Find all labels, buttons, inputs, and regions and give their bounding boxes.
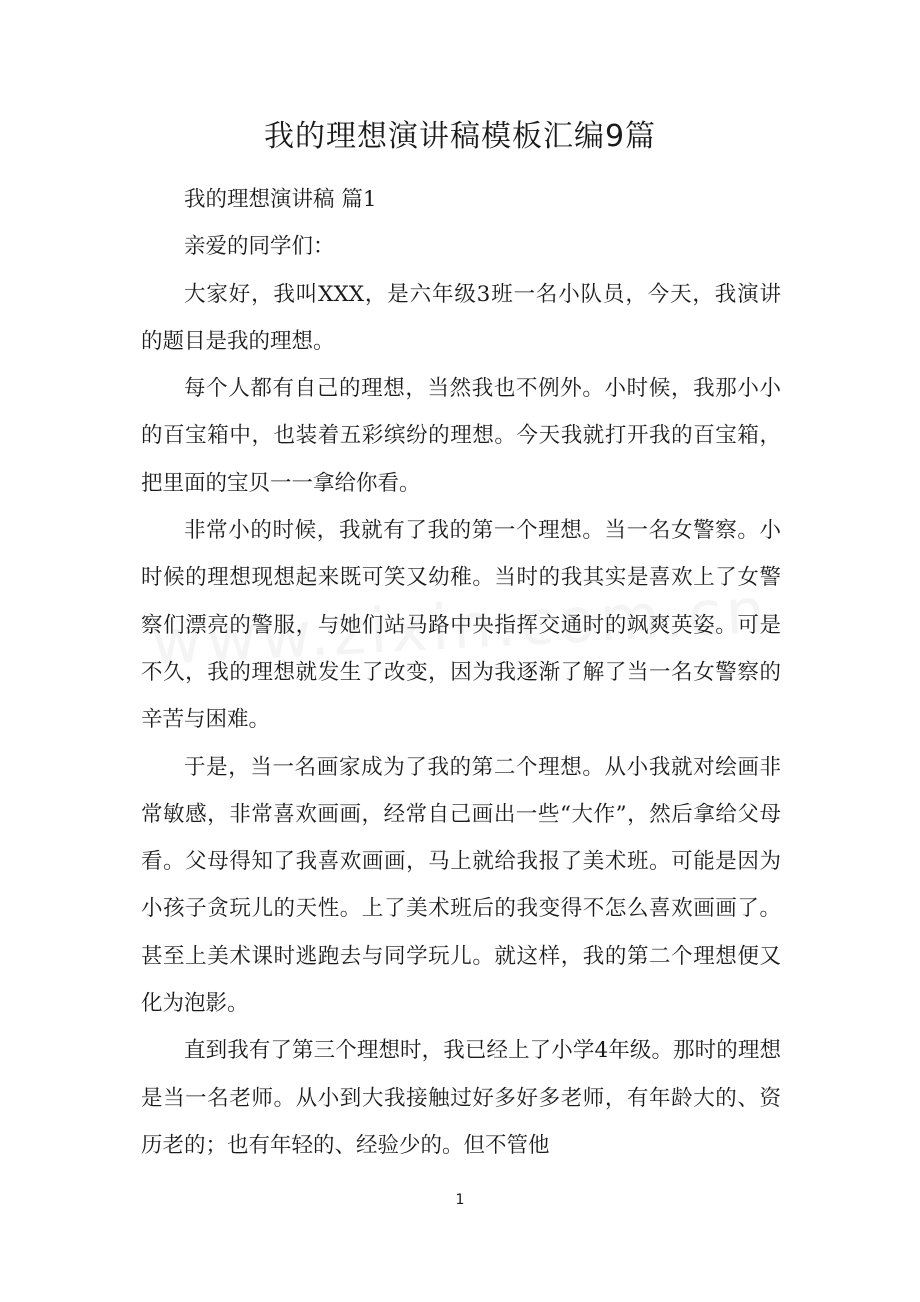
page-number: 1 xyxy=(455,1192,465,1208)
paragraph: 非常小的时候，我就有了我的第一个理想。当一名女警察。小时候的理想现想起来既可笑又幼稚。当时的我其实是喜欢上了女警察们漂亮的警服，与她们站马路中央指挥交通时的飒爽英姿。可是不久，我的理想就发生了改变，因为我逐渐了解了当一名女警察的辛苦与困难。 xyxy=(141,518,781,733)
paragraph: 每个人都有自己的理想，当然我也不例外。小时候，我那小小的百宝箱中，也装着五彩缤纷的理想。今天我就打开我的百宝箱，把里面的宝贝一一拿给你看。 xyxy=(141,376,781,496)
paragraph: 大家好，我叫XXX，是六年级3班一名小队员，今天，我演讲的题目是我的理想。 xyxy=(141,281,781,354)
document-body xyxy=(141,176,781,1169)
paragraph-heading: 我的理想演讲稿 篇1 xyxy=(184,187,377,212)
paragraph: 于是，当一名画家成为了我的第二个理想。从小我就对绘画非常敏感，非常喜欢画画，经常自己画出一些“大作”，然后拿给父母看。父母得知了我喜欢画画，马上就给我报了美术班。可能是因为小孩子贪玩儿的天性。上了美术班后的我变得不怎么喜欢画画了。甚至上美术课时逃跑去与同学玩儿。就这样，我的第二个理想便又化为泡影。 xyxy=(141,754,781,1017)
document-title: 我的理想演讲稿模板汇编9篇 xyxy=(263,119,657,154)
paragraph: 直到我有了第三个理想时，我已经上了小学4年级。那时的理想是当一名老师。从小到大我接触过好多好多老师，有年龄大的、资历老的；也有年轻的、经验少的。但不管他 xyxy=(141,1038,781,1158)
paragraph-salutation: 亲爱的同学们： xyxy=(184,234,335,260)
